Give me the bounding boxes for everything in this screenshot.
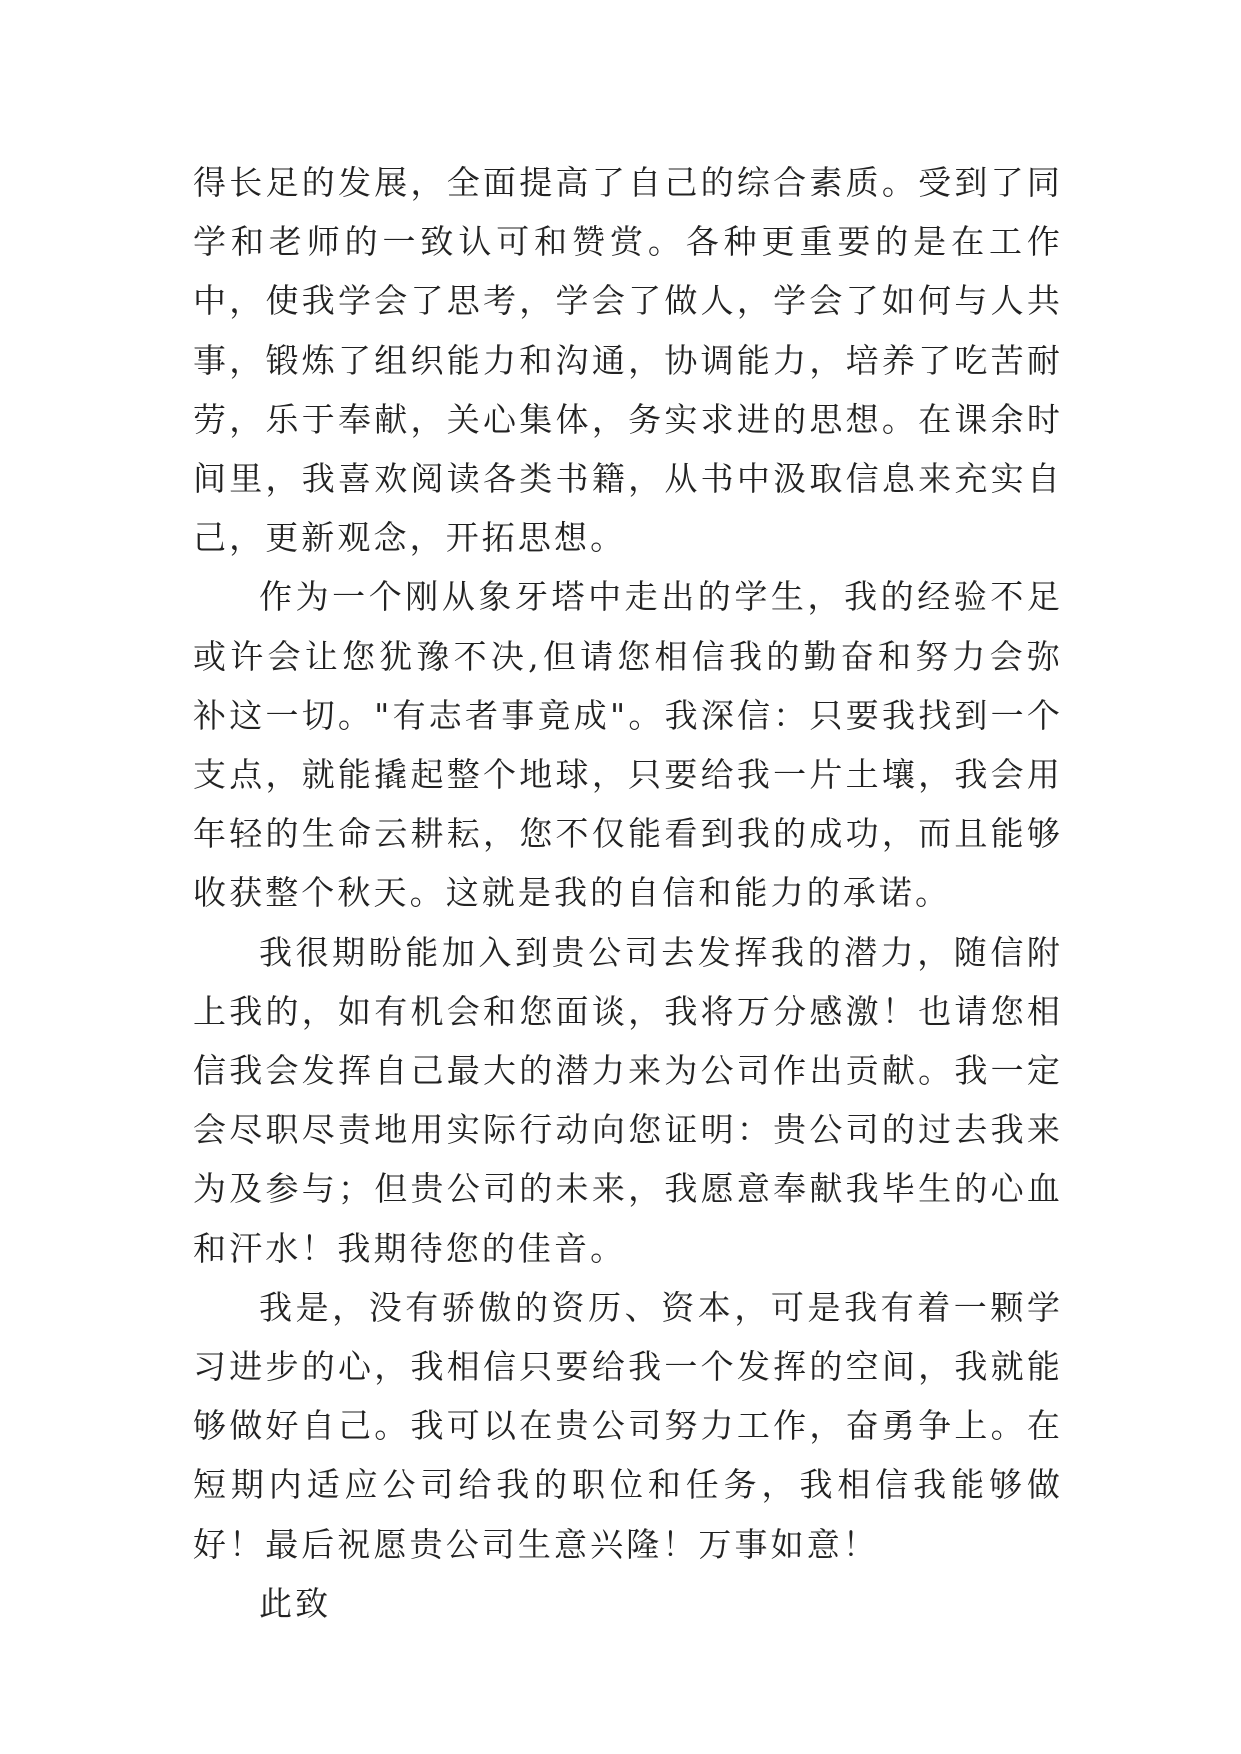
paragraph-2: 作为一个刚从象牙塔中走出的学生，我的经验不足或许会让您犹豫不决,但请您相信我的勤奋和努力会弥补这一切。"有志者事竟成"。我深信：只要我找到一个支点，就能撬起整个地球，只要给我一片土壤，我会用年轻的生命云耕耘，您不仅能看到我的成功，而且能够收获整个秋天。这就是我的自信和能力的承诺。: [193, 577, 1063, 913]
paragraph-1: 得长足的发展，全面提高了自己的综合素质。受到了同学和老师的一致认可和赞赏。各种更重要的是在工作中，使我学会了思考，学会了做人，学会了如何与人共事，锻炼了组织能力和沟通，协调能力，培养了吃苦耐劳，乐于奉献，关心集体，务实求进的思想。在课余时间里，我喜欢阅读各类书籍，从书中汲取信息来充实自己，更新观念，开拓思想。: [193, 163, 1063, 558]
paragraph-4: 我是，没有骄傲的资历、资本，可是我有着一颗学习进步的心，我相信只要给我一个发挥的空间，我就能够做好自己。我可以在贵公司努力工作，奋勇争上。在短期内适应公司给我的职位和任务，我相信我能够做好！最后祝愿贵公司生意兴隆！万事如意！: [193, 1287, 1063, 1564]
paragraph-3: 我很期盼能加入到贵公司去发挥我的潜力，随信附上我的，如有机会和您面谈，我将万分感激！也请您相信我会发挥自己最大的潜力来为公司作出贡献。我一定会尽职尽责地用实际行动向您证明：贵公司的过去我来为及参与；但贵公司的未来，我愿意奉献我毕生的心血和汗水！我期待您的佳音。: [193, 932, 1063, 1268]
closing-salutation: 此致: [259, 1583, 332, 1623]
letter-body: [193, 153, 1063, 1633]
